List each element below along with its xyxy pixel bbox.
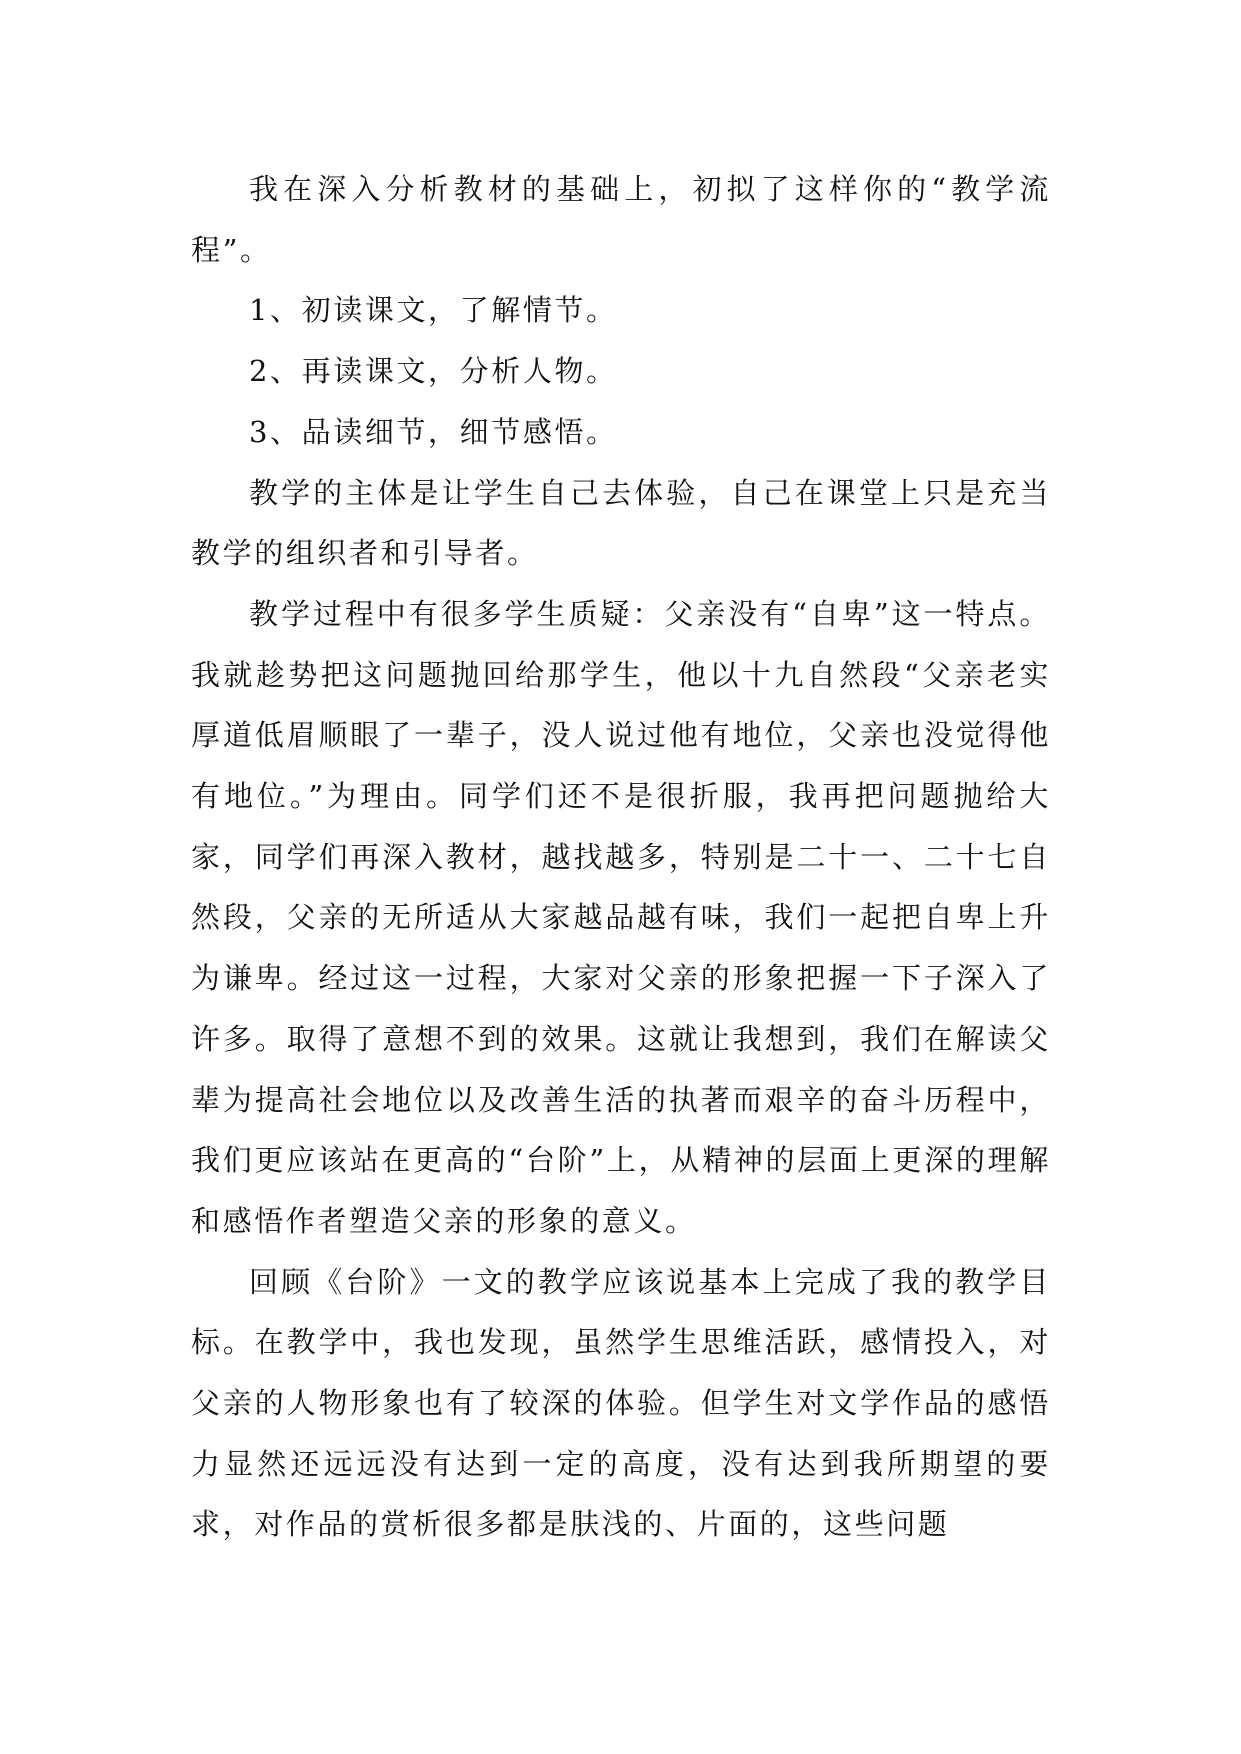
paragraph-teaching-process: 教学过程中有很多学生质疑：父亲没有“自卑”这一特点。我就趁势把这问题抛回给那学生，他以十九自然段“父亲老实厚道低眉顺眼了一辈子，没人说过他有地位，父亲也没觉得他有地位。”为理由。同学们还不是很折服，我再把问题抛给大家，同学们再深入教材，越找越多，特别是二十一、二十七自然段，父亲的无所适从大家越品越有味，我们一起把自卑上升为谦卑。经过这一过程，大家对父亲的形象把握一下子深入了许多。取得了意想不到的效果。这就让我想到，我们在解读父辈为提高社会地位以及改善生活的执著而艰辛的奋斗历程中，我们更应该站在更高的“台阶”上，从精神的层面上更深的理解和感悟作者塑造父亲的形象的意义。 [191, 596, 1051, 1238]
list-item-step-3: 3、品读细节，细节感悟。 [249, 414, 618, 449]
paragraph-intro: 我在深入分析教材的基础上，初拟了这样你的“教学流程”。 [191, 172, 1051, 267]
paragraph-review: 回顾《台阶》一文的教学应该说基本上完成了我的教学目标。在教学中，我也发现，虽然学生思维活跃，感情投入，对父亲的人物形象也有了较深的体验。但学生对文学作品的感悟力显然还远远没有达到一定的高度，没有达到我所期望的要求，对作品的赏析很多都是肤浅的、片面的，这些问题 [191, 1264, 1051, 1542]
document-body [191, 159, 1051, 1555]
list-item-step-1: 1、初读课文，了解情节。 [249, 293, 618, 328]
paragraph-teaching-subject: 教学的主体是让学生自己去体验，自己在课堂上只是充当教学的组织者和引导者。 [191, 475, 1051, 571]
list-item-step-2: 2、再读课文，分析人物。 [249, 354, 618, 389]
